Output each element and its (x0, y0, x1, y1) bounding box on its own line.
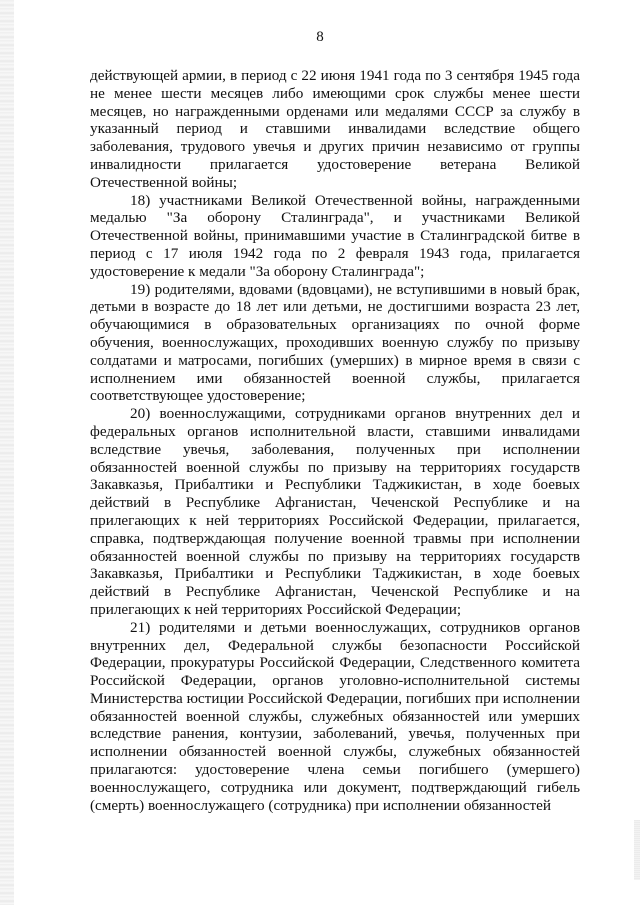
page-number: 8 (316, 29, 324, 45)
paragraph-item-18: 18) участниками Великой Отечественной войны, награжденными медалью "За оборону Сталинграда", и участниками Великой Отечественной войны, принимавшими участие в Сталинградской битве в период с 17 июля 1942 года по 2 февраля 1943 года, прилагается удостоверение к медали "За оборону Сталинграда"; (90, 191, 580, 280)
paragraph-item-19: 19) родителями, вдовами (вдовцами), не вступившими в новый брак, детьми в возрасте до 18 лет или детьми, не достигшими возраста 23 лет, обучающимися в образовательных организациях по очной форме обучения, военнослужащих, проходивших военную службу по призыву солдатами и матросами, погибших (умерших) в мирное время в связи с исполнением ими обязанностей военной службы, прилагается соответствующее удостоверение; (90, 280, 580, 405)
paragraph-item-21: 21) родителями и детьми военнослужащих, сотрудников органов внутренних дел, Федеральной службы безопасности Российской Федерации, прокуратуры Российской Федерации, Следственного комитета Российской Федерации, органов уголовно-исполнительной системы Министерства юстиции Российской Федерации, погибших при исполнении обязанностей военной службы, служебных обязанностей или умерших вследствие ранения, контузии, заболеваний, увечья, полученных при исполнении обязанностей военной службы, служебных обязанностей прилагаются: удостоверение члена семьи погибшего (умершего) военнослужащего, сотрудника или документ, подтверждающий гибель (смерть) военнослужащего (сотрудника) при исполнении обязанностей (90, 618, 580, 814)
paragraph-continuation: действующей армии, в период с 22 июня 1941 года по 3 сентября 1945 года не менее шести месяцев либо имеющими срок службы менее шести месяцев, но награжденными орденами или медалями СССР за службу в указанный период и ставшими инвалидами вследствие общего заболевания, трудового увечья и других причин независимо от группы инвалидности прилагается удостоверение ветерана Великой Отечественной войны; (90, 67, 580, 191)
scan-edge-artifact-right (634, 820, 640, 880)
scan-edge-artifact (0, 0, 14, 905)
document-body (90, 67, 580, 814)
paragraph-item-20: 20) военнослужащими, сотрудниками органов внутренних дел и федеральных органов исполнительной власти, ставшими инвалидами вследствие увечья, заболевания, полученных при исполнении обязанностей военной службы по призыву на территориях государств Закавказья, Прибалтики и Республики Таджикистан, в ходе боевых действий в Республике Афганистан, Чеченской Республике и на прилегающих к ней территориях Российской Федерации, прилагается, справка, подтверждающая получение военной травмы при исполнении обязанностей военной службы по призыву на территориях государств Закавказья, Прибалтики и Республики Таджикистан, в ходе боевых действий в Республике Афганистан, Чеченской Республике и на прилегающих к ней территориях Российской Федерации; (90, 405, 580, 618)
